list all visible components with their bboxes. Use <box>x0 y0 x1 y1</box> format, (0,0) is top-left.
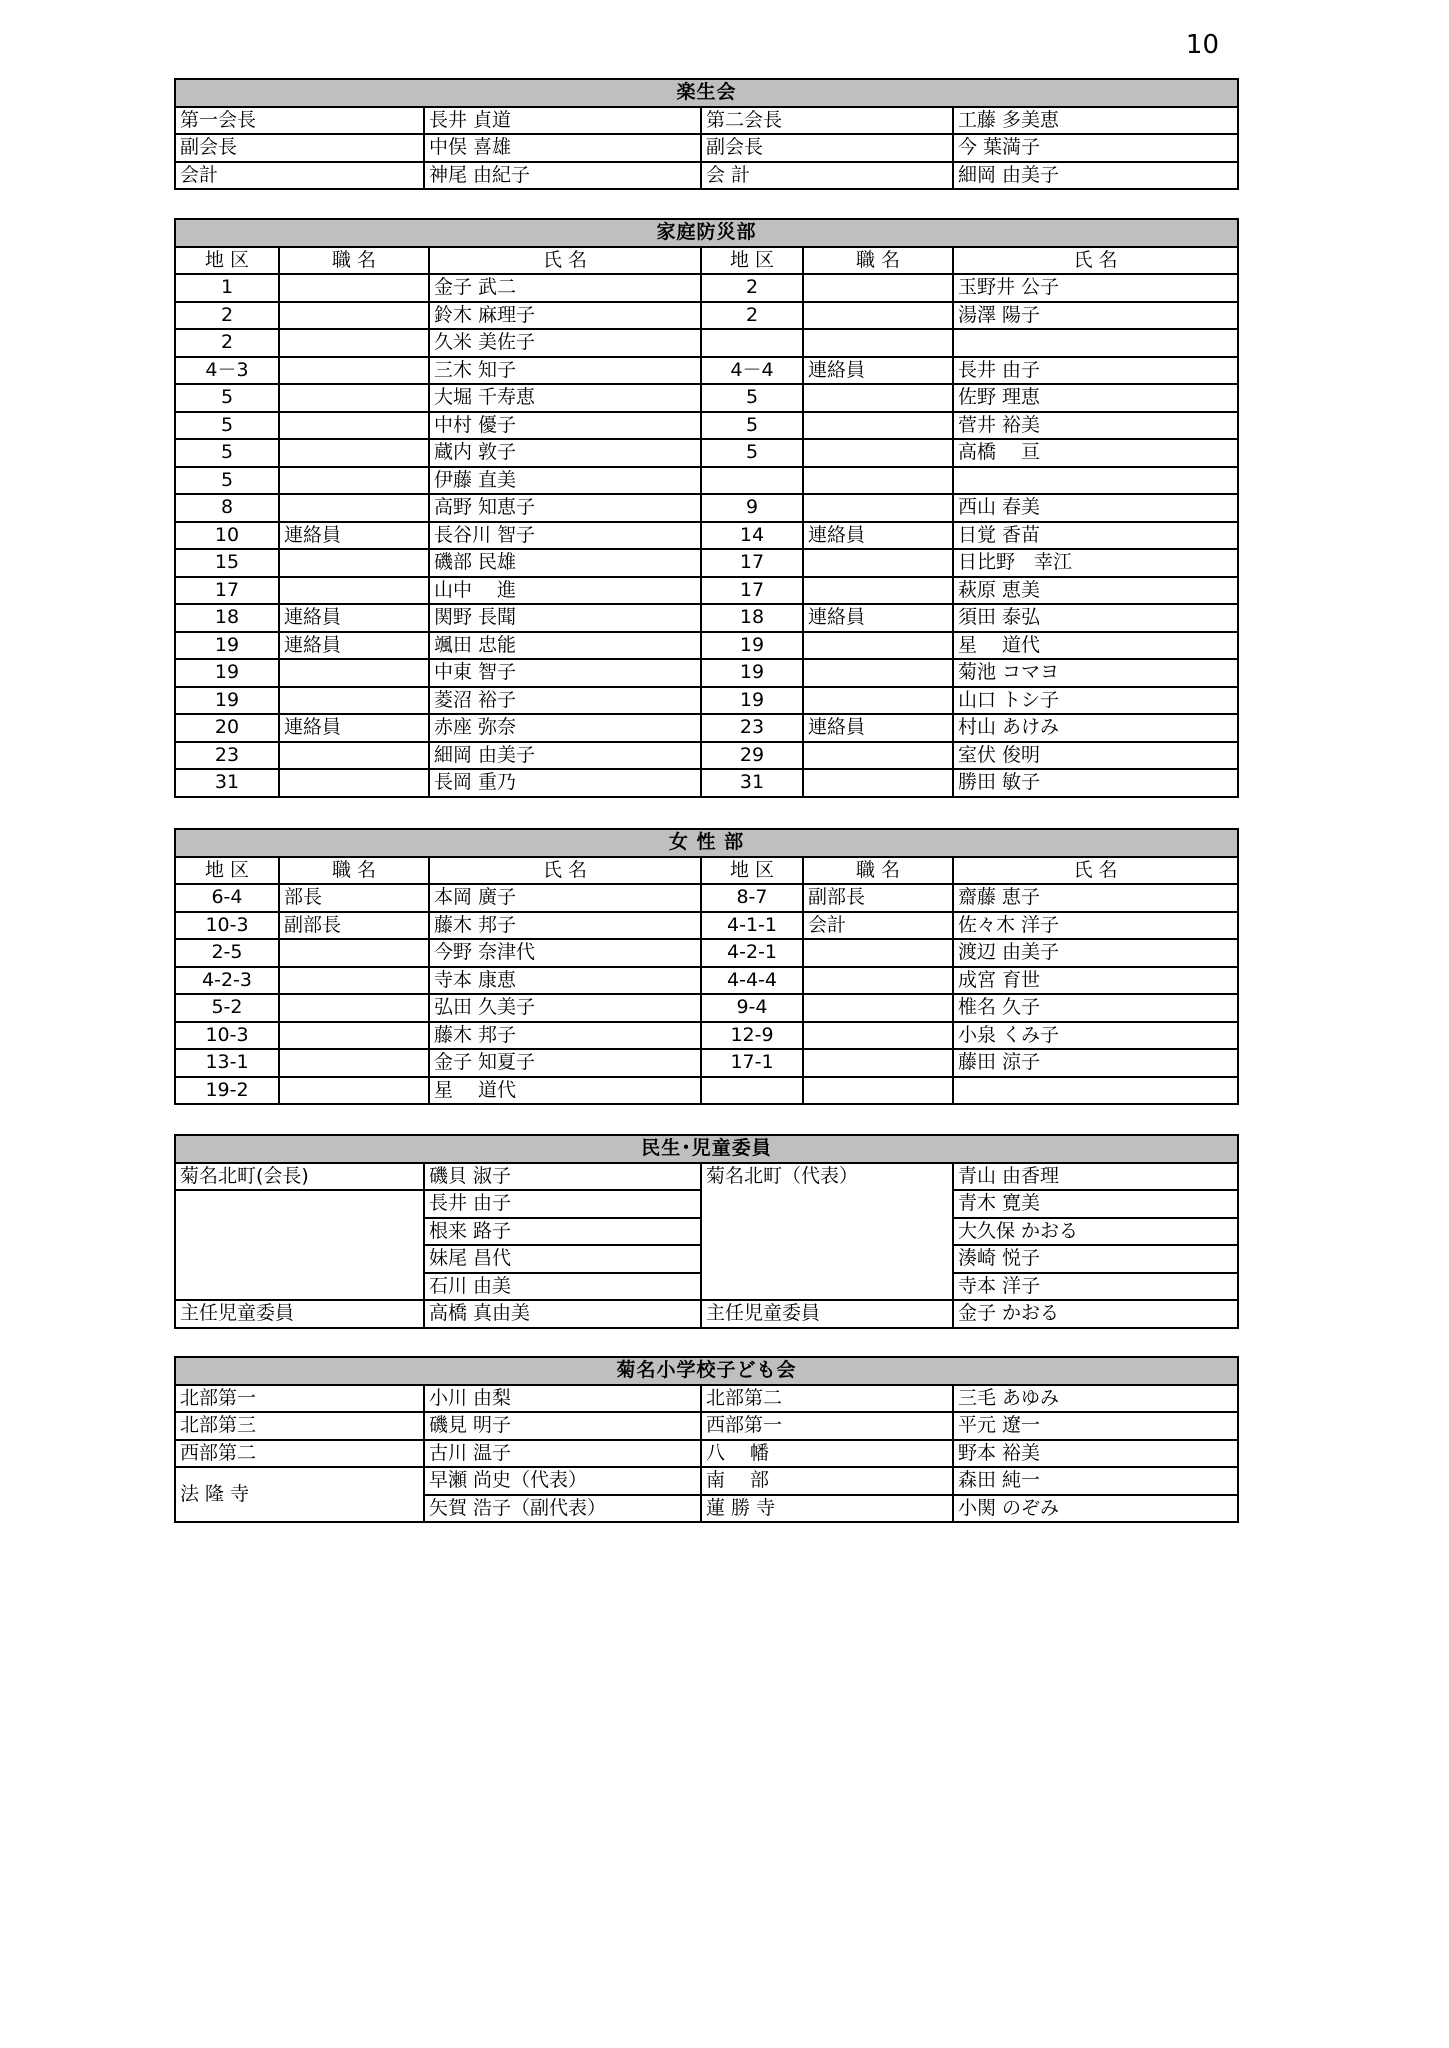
table-cell <box>803 994 953 1022</box>
table-cell: 連絡員 <box>803 357 953 385</box>
table-cell: 17 <box>175 577 279 605</box>
table-cell: 連絡員 <box>803 714 953 742</box>
column-header: 地 区 <box>701 857 803 885</box>
table-cell: 会計 <box>803 912 953 940</box>
table-cell: 長井 貞道 <box>424 107 701 135</box>
table-row <box>175 1077 1238 1105</box>
table-cell: 連絡員 <box>279 522 429 550</box>
table-cell: 日比野 幸江 <box>953 549 1238 577</box>
table-row <box>175 884 1238 912</box>
table-cell: 17 <box>701 549 803 577</box>
table-cell <box>279 384 429 412</box>
table-cell: 星 道代 <box>953 632 1238 660</box>
table-cell: 鈴木 麻理子 <box>429 302 701 330</box>
table-cell: 17-1 <box>701 1049 803 1077</box>
table-cell: 29 <box>701 742 803 770</box>
table-cell <box>803 549 953 577</box>
table-cell: 9-4 <box>701 994 803 1022</box>
table-cell: 14 <box>701 522 803 550</box>
table-cell <box>803 939 953 967</box>
table-cell: 副会長 <box>175 134 424 162</box>
table-cell: 藤木 邦子 <box>429 912 701 940</box>
table-cell <box>279 1022 429 1050</box>
table-cell: 5 <box>701 439 803 467</box>
table-cell <box>701 329 803 357</box>
column-header: 職 名 <box>279 857 429 885</box>
table-cell: 19 <box>175 687 279 715</box>
table-cell: 三毛 あゆみ <box>953 1385 1238 1413</box>
table-row <box>175 604 1238 632</box>
table-cell: 石川 由美 <box>424 1273 701 1301</box>
table-cell: 4-4-4 <box>701 967 803 995</box>
table-row <box>175 1440 1238 1468</box>
table-cell <box>279 742 429 770</box>
table-cell: 今野 奈津代 <box>429 939 701 967</box>
table-cell: 赤座 弥奈 <box>429 714 701 742</box>
table-cell: 5 <box>701 412 803 440</box>
table-cell: 9 <box>701 494 803 522</box>
section-title: 女 性 部 <box>175 829 1238 857</box>
table-cell: 寺本 洋子 <box>953 1273 1238 1301</box>
kodomokai-table <box>174 1356 1239 1523</box>
table-cell: 青木 寛美 <box>953 1190 1238 1218</box>
table-cell: 連絡員 <box>803 522 953 550</box>
table-cell: 渡辺 由美子 <box>953 939 1238 967</box>
table-cell: 主任児童委員 <box>175 1300 424 1328</box>
table-cell <box>279 329 429 357</box>
table-cell: 細岡 由美子 <box>953 162 1238 190</box>
table-row <box>175 912 1238 940</box>
table-cell: 長谷川 智子 <box>429 522 701 550</box>
table-cell: 主任児童委員 <box>701 1300 953 1328</box>
table-cell: 菱沼 裕子 <box>429 687 701 715</box>
table-row <box>175 769 1238 797</box>
column-header: 地 区 <box>175 857 279 885</box>
table-cell <box>803 1022 953 1050</box>
table-cell: 2-5 <box>175 939 279 967</box>
table-cell: 連絡員 <box>279 604 429 632</box>
table-cell <box>279 549 429 577</box>
table-cell: 山中 進 <box>429 577 701 605</box>
table-cell <box>953 467 1238 495</box>
table-cell <box>803 769 953 797</box>
group-label: 菊名北町(会長) <box>175 1163 424 1191</box>
table-cell: 湊崎 悦子 <box>953 1245 1238 1273</box>
group-label: 法 隆 寺 <box>175 1467 424 1522</box>
table-row <box>175 134 1238 162</box>
group-label: 菊名北町（代表） <box>701 1163 953 1301</box>
table-cell: 西山 春美 <box>953 494 1238 522</box>
table-row <box>175 687 1238 715</box>
table-cell: 山口 トシ子 <box>953 687 1238 715</box>
table-cell: 磯部 民雄 <box>429 549 701 577</box>
table-cell <box>803 329 953 357</box>
table-cell: 早瀬 尚史（代表） <box>424 1467 701 1495</box>
table-cell: 31 <box>175 769 279 797</box>
table-cell <box>279 577 429 605</box>
table-cell: 平元 遼一 <box>953 1412 1238 1440</box>
table-cell <box>803 687 953 715</box>
table-cell <box>803 1077 953 1105</box>
table-cell: 5 <box>175 467 279 495</box>
table-cell: 19 <box>701 632 803 660</box>
table-cell: 成宮 育世 <box>953 967 1238 995</box>
table-cell <box>279 1049 429 1077</box>
table-cell <box>803 742 953 770</box>
table-cell: 19-2 <box>175 1077 279 1105</box>
table-cell: 2 <box>701 302 803 330</box>
section-title: 家庭防災部 <box>175 219 1238 247</box>
table-cell <box>803 467 953 495</box>
table-cell: 第二会長 <box>701 107 953 135</box>
table-cell: 磯貝 淑子 <box>424 1163 701 1191</box>
table-cell: 今 葉満子 <box>953 134 1238 162</box>
table-cell: 19 <box>175 632 279 660</box>
section-title: 菊名小学校子ども会 <box>175 1357 1238 1385</box>
table-cell: 大堀 千寿恵 <box>429 384 701 412</box>
table-row <box>175 1163 1238 1191</box>
table-cell: 5 <box>175 384 279 412</box>
column-header: 氏 名 <box>953 247 1238 275</box>
table-cell: 2 <box>701 274 803 302</box>
table-cell: 4-2-3 <box>175 967 279 995</box>
table-cell: 10-3 <box>175 1022 279 1050</box>
table-cell: 本岡 廣子 <box>429 884 701 912</box>
table-row <box>175 1467 1238 1495</box>
table-row <box>175 384 1238 412</box>
table-cell: 古川 温子 <box>424 1440 701 1468</box>
table-cell: 中東 智子 <box>429 659 701 687</box>
table-cell: 5 <box>175 439 279 467</box>
minsei-table <box>174 1134 1239 1329</box>
table-cell <box>279 967 429 995</box>
table-cell: 23 <box>701 714 803 742</box>
table-cell: 神尾 由紀子 <box>424 162 701 190</box>
table-cell <box>279 769 429 797</box>
bousai-table <box>174 218 1239 798</box>
table-cell: 湯澤 陽子 <box>953 302 1238 330</box>
table-cell: 妹尾 昌代 <box>424 1245 701 1273</box>
table-row <box>175 659 1238 687</box>
table-cell: 2 <box>175 302 279 330</box>
table-row <box>175 549 1238 577</box>
table-row <box>175 357 1238 385</box>
table-cell: 副会長 <box>701 134 953 162</box>
table-row <box>175 1385 1238 1413</box>
table-row <box>175 1022 1238 1050</box>
table-cell: 10 <box>175 522 279 550</box>
column-header: 職 名 <box>279 247 429 275</box>
table-cell: 第一会長 <box>175 107 424 135</box>
table-cell <box>953 329 1238 357</box>
table-cell <box>803 659 953 687</box>
table-cell: 6-4 <box>175 884 279 912</box>
table-cell <box>279 659 429 687</box>
table-cell: 須田 泰弘 <box>953 604 1238 632</box>
table-cell: 18 <box>701 604 803 632</box>
table-cell: 中俣 喜雄 <box>424 134 701 162</box>
page-number: 10 <box>1185 30 1219 60</box>
table-cell: 2 <box>175 329 279 357</box>
table-cell <box>279 302 429 330</box>
table-cell: 南 部 <box>701 1467 953 1495</box>
table-cell: 19 <box>175 659 279 687</box>
table-cell: 1 <box>175 274 279 302</box>
table-cell: 寺本 康恵 <box>429 967 701 995</box>
table-cell: 椎名 久子 <box>953 994 1238 1022</box>
table-row <box>175 1300 1238 1328</box>
table-cell: 工藤 多美恵 <box>953 107 1238 135</box>
table-cell: 森田 純一 <box>953 1467 1238 1495</box>
column-header: 職 名 <box>803 857 953 885</box>
table-row <box>175 329 1238 357</box>
table-cell: 三木 知子 <box>429 357 701 385</box>
header-row <box>175 247 1238 275</box>
table-cell <box>279 274 429 302</box>
table-cell: 高橋 亘 <box>953 439 1238 467</box>
table-cell: 関野 長聞 <box>429 604 701 632</box>
table-cell: 5 <box>701 384 803 412</box>
table-cell: 連絡員 <box>279 632 429 660</box>
table-cell: 菊池 コマヨ <box>953 659 1238 687</box>
table-cell: 8 <box>175 494 279 522</box>
table-cell <box>953 1077 1238 1105</box>
table-cell: 高橋 真由美 <box>424 1300 701 1328</box>
column-header: 氏 名 <box>429 857 701 885</box>
table-row <box>175 632 1238 660</box>
table-cell: 金子 知夏子 <box>429 1049 701 1077</box>
table-cell: 野本 裕美 <box>953 1440 1238 1468</box>
table-row <box>175 742 1238 770</box>
table-row <box>175 522 1238 550</box>
table-cell <box>803 577 953 605</box>
table-cell: 金子 かおる <box>953 1300 1238 1328</box>
table-cell: 齋藤 恵子 <box>953 884 1238 912</box>
table-cell: 菅井 裕美 <box>953 412 1238 440</box>
table-cell: 連絡員 <box>803 604 953 632</box>
table-cell <box>803 274 953 302</box>
table-row <box>175 439 1238 467</box>
table-cell: 星 道代 <box>429 1077 701 1105</box>
table-cell: 連絡員 <box>279 714 429 742</box>
table-cell <box>803 1049 953 1077</box>
table-cell: 31 <box>701 769 803 797</box>
table-cell: 小関 のぞみ <box>953 1495 1238 1523</box>
rakuseikai-table <box>174 78 1239 190</box>
table-cell: 小川 由梨 <box>424 1385 701 1413</box>
table-cell: 副部長 <box>803 884 953 912</box>
table-cell <box>279 494 429 522</box>
table-cell: 13-1 <box>175 1049 279 1077</box>
table-cell <box>803 632 953 660</box>
table-cell: 久米 美佐子 <box>429 329 701 357</box>
table-cell: 19 <box>701 687 803 715</box>
column-header: 氏 名 <box>953 857 1238 885</box>
table-cell: 矢賀 浩子（副代表） <box>424 1495 701 1523</box>
table-cell: 小泉 くみ子 <box>953 1022 1238 1050</box>
table-cell <box>701 467 803 495</box>
table-cell: 日覚 香苗 <box>953 522 1238 550</box>
table-cell: 12-9 <box>701 1022 803 1050</box>
table-cell: 根来 路子 <box>424 1218 701 1246</box>
table-cell: 23 <box>175 742 279 770</box>
table-cell: 15 <box>175 549 279 577</box>
table-cell: 20 <box>175 714 279 742</box>
table-cell: 弘田 久美子 <box>429 994 701 1022</box>
table-cell: 高野 知恵子 <box>429 494 701 522</box>
table-cell: 萩原 恵美 <box>953 577 1238 605</box>
table-row <box>175 412 1238 440</box>
table-row <box>175 274 1238 302</box>
table-cell <box>803 302 953 330</box>
table-cell: 中村 優子 <box>429 412 701 440</box>
column-header: 職 名 <box>803 247 953 275</box>
table-cell: 八 幡 <box>701 1440 953 1468</box>
table-cell: 北部第三 <box>175 1412 424 1440</box>
table-row <box>175 714 1238 742</box>
table-cell: 蔵内 敦子 <box>429 439 701 467</box>
table-cell: 藤田 涼子 <box>953 1049 1238 1077</box>
table-row <box>175 577 1238 605</box>
table-cell: 北部第二 <box>701 1385 953 1413</box>
table-cell: 副部長 <box>279 912 429 940</box>
table-cell: 8-7 <box>701 884 803 912</box>
table-row <box>175 494 1238 522</box>
table-cell: 北部第一 <box>175 1385 424 1413</box>
table-cell: 勝田 敏子 <box>953 769 1238 797</box>
table-cell: 5 <box>175 412 279 440</box>
column-header: 氏 名 <box>429 247 701 275</box>
table-cell: 藤木 邦子 <box>429 1022 701 1050</box>
table-cell: 室伏 俊明 <box>953 742 1238 770</box>
table-cell <box>279 412 429 440</box>
table-cell: 長井 由子 <box>424 1190 701 1218</box>
table-cell: 金子 武二 <box>429 274 701 302</box>
table-cell: 伊藤 直美 <box>429 467 701 495</box>
table-row <box>175 162 1238 190</box>
table-cell: 部長 <box>279 884 429 912</box>
table-cell: 西部第一 <box>701 1412 953 1440</box>
table-cell: 会 計 <box>701 162 953 190</box>
table-cell: 佐野 理恵 <box>953 384 1238 412</box>
table-row <box>175 107 1238 135</box>
blank-cell <box>175 1190 424 1300</box>
table-cell: 19 <box>701 659 803 687</box>
table-row <box>175 1049 1238 1077</box>
table-cell: 長井 由子 <box>953 357 1238 385</box>
table-cell: 4－3 <box>175 357 279 385</box>
table-cell: 颯田 忠能 <box>429 632 701 660</box>
table-cell <box>803 494 953 522</box>
table-row <box>175 302 1238 330</box>
table-cell <box>279 687 429 715</box>
table-cell: 長岡 重乃 <box>429 769 701 797</box>
table-cell <box>803 384 953 412</box>
header-row <box>175 857 1238 885</box>
column-header: 地 区 <box>175 247 279 275</box>
table-cell: 磯見 明子 <box>424 1412 701 1440</box>
table-cell: 蓮 勝 寺 <box>701 1495 953 1523</box>
table-cell: 細岡 由美子 <box>429 742 701 770</box>
table-cell: 佐々木 洋子 <box>953 912 1238 940</box>
table-cell: 17 <box>701 577 803 605</box>
table-cell <box>701 1077 803 1105</box>
table-cell: 18 <box>175 604 279 632</box>
section-title: 民生･児童委員 <box>175 1135 1238 1163</box>
table-cell: 村山 あけみ <box>953 714 1238 742</box>
table-cell <box>279 357 429 385</box>
table-cell: 5-2 <box>175 994 279 1022</box>
table-row <box>175 967 1238 995</box>
table-cell <box>279 467 429 495</box>
table-cell <box>279 439 429 467</box>
table-cell: 4-2-1 <box>701 939 803 967</box>
josei-table <box>174 828 1239 1105</box>
table-cell <box>803 439 953 467</box>
table-row <box>175 467 1238 495</box>
table-cell: 大久保 かおる <box>953 1218 1238 1246</box>
table-row <box>175 994 1238 1022</box>
section-title: 楽生会 <box>175 79 1238 107</box>
table-cell <box>803 967 953 995</box>
table-cell <box>279 939 429 967</box>
table-cell: 青山 由香理 <box>953 1163 1238 1191</box>
table-cell: 西部第二 <box>175 1440 424 1468</box>
column-header: 地 区 <box>701 247 803 275</box>
table-row <box>175 939 1238 967</box>
table-cell: 玉野井 公子 <box>953 274 1238 302</box>
table-cell: 10-3 <box>175 912 279 940</box>
table-cell <box>803 412 953 440</box>
table-cell <box>279 1077 429 1105</box>
table-cell: 4-1-1 <box>701 912 803 940</box>
table-cell <box>279 994 429 1022</box>
table-row <box>175 1412 1238 1440</box>
table-cell: 4－4 <box>701 357 803 385</box>
table-cell: 会計 <box>175 162 424 190</box>
